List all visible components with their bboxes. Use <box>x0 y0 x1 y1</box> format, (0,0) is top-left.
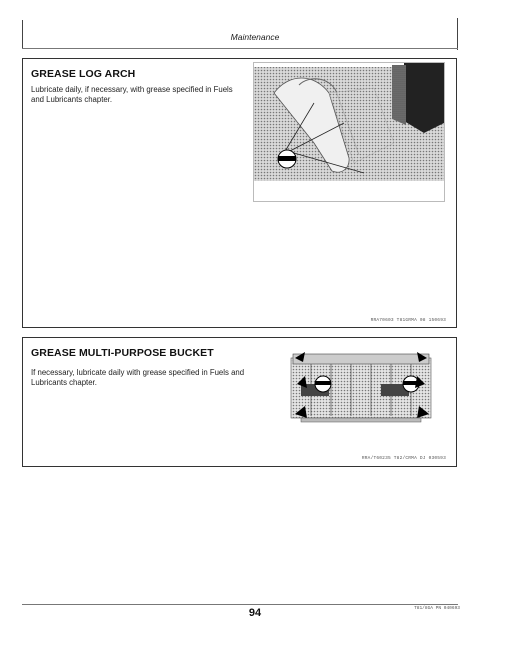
figure-caption: RRA/T60235 T82/CRMA DJ 030593 <box>361 456 446 461</box>
page-header-title: Maintenance <box>230 32 280 42</box>
figure-caption: RRA70603 T81GRMA 08 150693 <box>370 318 446 323</box>
section-grease-log-arch <box>22 58 457 328</box>
bucket-illustration <box>271 344 439 436</box>
bucket-photo <box>271 344 439 436</box>
header-divider <box>22 48 458 49</box>
section-title: GREASE MULTI-PURPOSE BUCKET <box>31 347 214 359</box>
section-title: GREASE LOG ARCH <box>31 68 136 80</box>
log-arch-illustration <box>254 63 444 201</box>
section-body-text: Lubricate daily, if necessary, with grease specified in Fuels and Lubricants chapter. <box>31 85 233 104</box>
section-body-text: If necessary, lubricate daily with grease specified in Fuels and Lubricants chapter. <box>31 368 245 387</box>
footer-divider <box>22 604 458 605</box>
page-number: 94 <box>248 607 262 619</box>
section-grease-multi-purpose-bucket <box>22 337 457 467</box>
log-arch-photo <box>253 62 445 202</box>
footer-code: T81/8GA PN 040693 <box>414 606 460 611</box>
